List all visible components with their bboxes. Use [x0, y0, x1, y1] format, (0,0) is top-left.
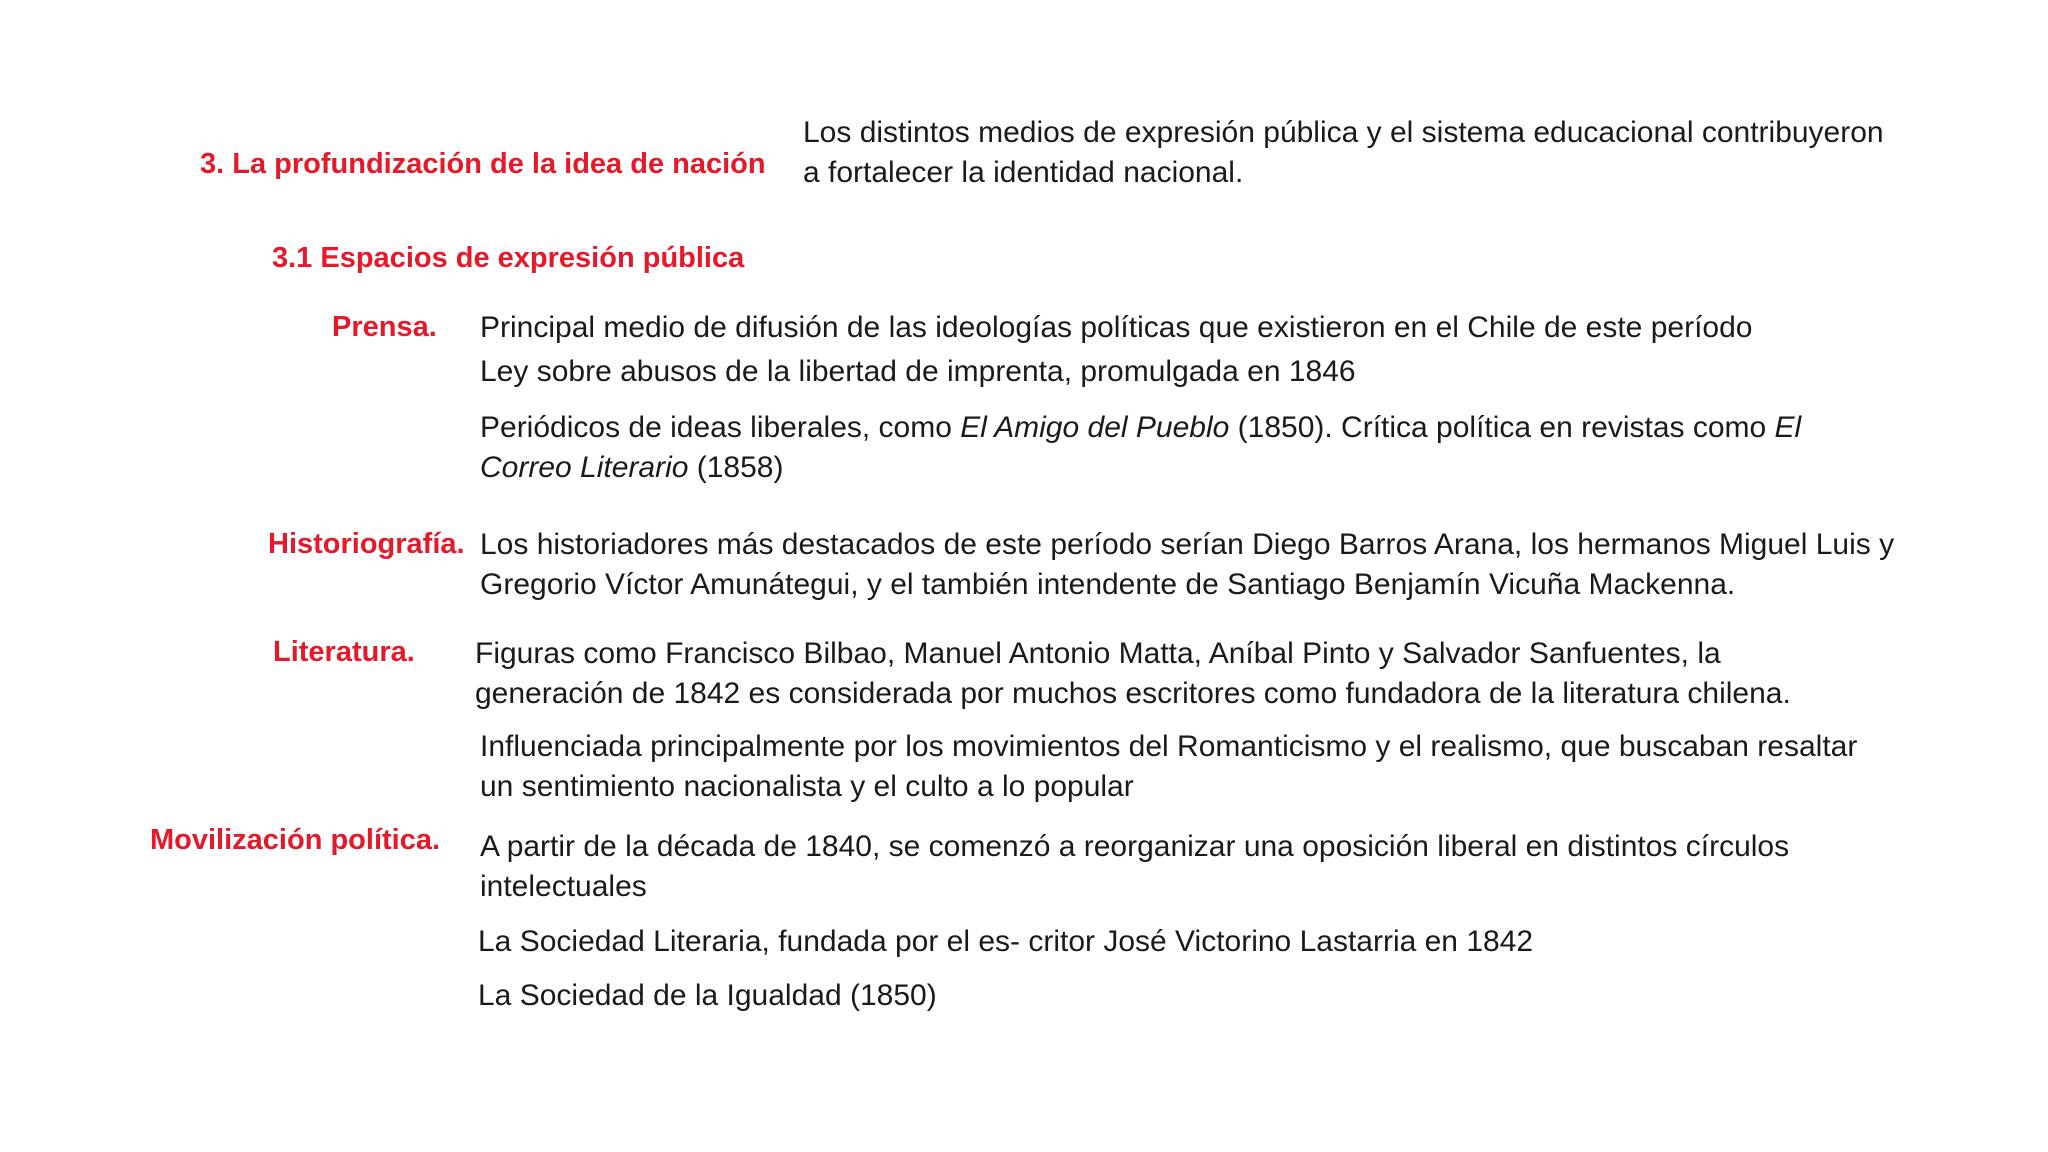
historiografia-paragraph-1: Los historiadores más destacados de este período serían Diego Barros Arana, los hermanos Miguel Luis y Gregorio Víctor Amunátegui, y el también intendente de Santiago Benjamín Vicuña Mackenna.	[480, 528, 1895, 601]
section-intro: Los distintos medios de expresión pública y el sistema educacional contribuyeron a fortalecer la identidad nacional.	[803, 116, 1884, 189]
prensa-p3-title-2: El Correo Literario	[480, 411, 1802, 484]
movilizacion-paragraph-2: La Sociedad Literaria, fundada por el es- critor José Victorino Lastarria en 1842	[478, 925, 1534, 958]
label-movilizacion: Movilización política.	[150, 824, 441, 856]
label-prensa: Prensa.	[332, 311, 437, 343]
prensa-p3-text-e: (1858)	[688, 451, 784, 484]
subsection-title: 3.1 Espacios de expresión pública	[272, 242, 745, 274]
prensa-paragraph-2: Ley sobre abusos de la libertad de imprenta, promulgada en 1846	[480, 355, 1356, 388]
prensa-p3-title-1: El Amigo del Pueblo	[960, 411, 1230, 444]
prensa-paragraph-1: Principal medio de difusión de las ideologías políticas que existieron en el Chile de este período	[480, 311, 1753, 344]
label-historiografia: Historiografía.	[268, 528, 465, 560]
prensa-p3-text-a: Periódicos de ideas liberales, como	[480, 411, 961, 444]
literatura-paragraph-2: Influenciada principalmente por los movimientos del Romanticismo y el realismo, que buscaban resaltar un sentimiento nacionalista y el culto a lo popular	[480, 730, 1858, 803]
prensa-p3-text-c: (1850). Crítica política en revistas como	[1229, 411, 1775, 444]
movilizacion-paragraph-3: La Sociedad de la Igualdad (1850)	[478, 979, 937, 1012]
section-title: 3. La profundización de la idea de nación	[200, 148, 766, 180]
movilizacion-paragraph-1: A partir de la década de 1840, se comenzó a reorganizar una oposición liberal en distintos círculos intelectuales	[480, 830, 1790, 903]
prensa-paragraph-3	[480, 408, 1840, 488]
literatura-paragraph-1: Figuras como Francisco Bilbao, Manuel Antonio Matta, Aníbal Pinto y Salvador Sanfuentes, la generación de 1842 es considerada por muchos escritores como fundadora de la literatura chilena.	[475, 637, 1791, 710]
label-literatura: Literatura.	[273, 636, 415, 668]
